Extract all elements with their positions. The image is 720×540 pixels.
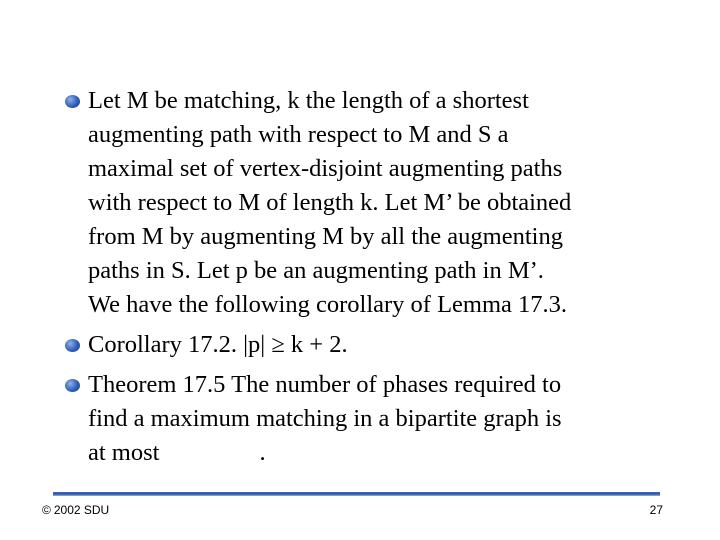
bullet-line: Corollary 17.2. |p| ≥ k + 2. [88,331,348,358]
page-number: 27 [649,503,663,517]
bullet-line: Theorem 17.5 The number of phases required to [88,371,562,398]
bullet-line: augmenting path with respect to M and S a [88,121,509,148]
bullet-line: Let M be matching, k the length of a shortest [88,87,529,114]
bullet-line: We have the following corollary of Lemma 17.3. [88,291,568,318]
bullet-line: paths in S. Let p be an augmenting path in M’. [88,257,544,284]
copyright-text: 2002 SDU [53,503,110,517]
bullet-item-definition [65,84,685,322]
bullet-line: from M by augmenting M by all the augmenting [88,223,563,250]
bullet-dot-icon [65,339,80,352]
bullet-dot-icon [65,95,80,108]
footer-rule [53,492,660,496]
bullet-dot-icon [65,379,80,392]
copyright-icon: © [42,503,51,517]
slide-content [65,84,685,476]
bullet-line: with respect to M of length k. Let M’ be obtained [88,189,572,216]
bullet-item-theorem [65,368,685,470]
bullet-line: maximal set of vertex-disjoint augmenting paths [88,155,563,182]
bullet-item-corollary [65,328,685,362]
footer-copyright [42,503,109,517]
bullet-line: find a maximum matching in a bipartite graph is [88,405,562,432]
theorem-text-start: at most [88,439,160,466]
bullet-line-last [88,436,685,470]
theorem-text-end: . [259,439,266,466]
